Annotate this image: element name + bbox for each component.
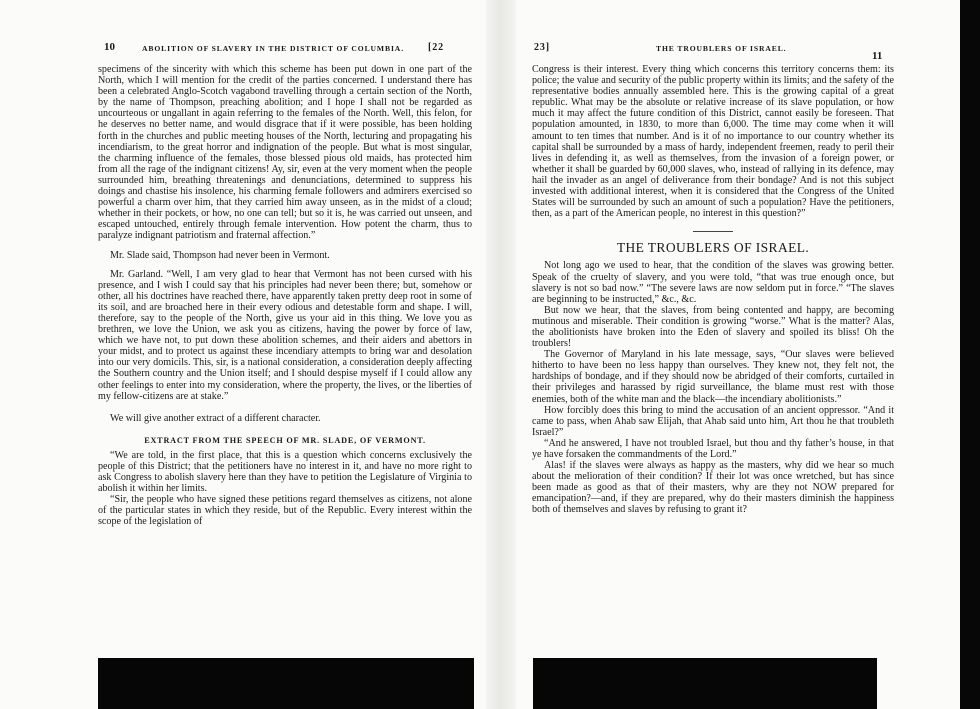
right-running-title: THE TROUBLERS OF ISRAEL. [656, 44, 787, 53]
paragraph: “Sir, the people who have signed these petitions regard themselves as citizens, not alone of the particular states in which they reside, but of the Republic. Every interest within the scope of the legislation of [98, 494, 472, 528]
left-section-mark: [22 [428, 42, 445, 53]
extract-heading: EXTRACT FROM THE SPEECH OF MR. SLADE, OF VERMONT. [144, 435, 426, 445]
paragraph: “We are told, in the first place, that this is a question which concerns exclusively the people of this District; that the petitioners have no interest in it, and have no more right to ask Congress to abolish slavery here than they have to petition the Legislature of Virginia to abolish it within her limits. [98, 449, 472, 495]
left-page [98, 0, 472, 690]
paragraph: The Governor of Maryland in his late message, says, “Our slaves were believed hitherto to have been no less happy than ourselves. They knew not, they felt not, the hardships of bondage, and if they should now be abridged of their comforts, curtailed in their privileges and harassed by rigid surveillance, the blame must rest with those enemies, both of the white man and the black—the incendiary abolitionists.” [532, 349, 894, 405]
paragraph: How forcibly does this bring to mind the accusation of an ancient oppressor. “And it came to pass, when Ahab saw Elijah, that Ahab said unto him, Art thou he that troubleth Israel?” [532, 404, 894, 438]
book-gutter [486, 0, 516, 709]
left-running-title: ABOLITION OF SLAVERY IN THE DISTRICT OF COLUMBIA. [142, 44, 404, 53]
left-text-column [98, 64, 472, 528]
paragraph: Mr. Slade said, Thompson had never been in Vermont. [110, 249, 330, 261]
paragraph: But now we hear, that the slaves, from being contented and happy, are becoming mutinous and miserable. Their condition is growing “worse.” What is the matter? Alas, the abolitionists have broken into the Eden of slavery and spoiled its bliss! Oh the troublers! [532, 304, 894, 350]
paragraph: Congress is their interest. Every thing which concerns this territory concerns them: its police; the value and security of the public property within its limits; and the safety of the representative bodies annually assembled here. This is the growing capital of a great republic. What may be the absolute or relative increase of its slave population, or how much it may affect the future condition of this District, cannot easily be foreseen. That population amounted, in 1830, to more than 6,000. The time may come when it will amount to ten times that number. And is it of no importance to our country whether its capital shall be surrounded by a mass of hardy, independent freemen, ready to peril their lives in defending it, as well as themselves, from the invasion of a foreign power, or whether it shall be guarded by 60,000 slaves, who, instead of rallying in its defence, may hail the invader as an angel of deliverance from their bondage? And is not this subject invested with additional interest, when it is considered that the Congress of the United States will be surrounded by such an amount of such a population? Have the petitioners, then, as a part of the American people, no interest in this question?” [532, 64, 894, 220]
right-text-column [532, 64, 894, 516]
paragraph: specimens of the sincerity with which this scheme has been put down in one part of the North, which I will mention for the credit of the parties concerned. I understand there has been a celebrated Anglo-Scotch vagabond travelling through a certain section of the North, by the name of Thompson, preaching abolition; and I hope I shall not be regarded as uncourteous or ungallant in again referring to the females of the North. Well, this felon, for he deserves no better name, and would disgrace that if it were possible, has been holding forth in the churches and public meeting houses of the North, lecturing and propagating his incendiarism, to the great horror and indignation of the people. But what is most singular, the charming influence of the females, those blessed pious old maids, has protected him from all the rage of the indignant citizens! Ay, sir, even at the very moment when the people surrounded him, breathing threatenings and denunciations, determined to suppress his doings and chastise his insolence, his charming female followers and admirers exercised so powerful a charm over him, that they carried him away unseen, as in the midst of a cloud; whether in their pockets, or how, no one can tell; but so it is, he was carried out unseen, and escaped untouched, entirely through female intervention. How potent the charm, thus to paralyze indignant patriotism and fraternal affection.” [98, 64, 472, 242]
paragraph: Not long ago we used to hear, that the condition of the slaves was growing better. Speak of the cruelty of slavery, and you were told, “that was true enough once, but slavery is not so bad now.” “The severe laws are now seldom put in force.” “The slaves are beginning to be instructed,” &c., &c. [532, 260, 894, 305]
scan-bottom-margin-right [533, 658, 877, 709]
right-section-mark: 23] [534, 42, 551, 53]
right-running-head [532, 42, 894, 62]
paragraph: Mr. Garland. “Well, I am very glad to hear that Vermont has not been cursed with his presence, and I wish I could say that his principles had never been there; but, somehow or other, all his doctrines have reached there, have apparently taken pretty deep root in some of its soil, and are broached here in their every odious and detestable form and shape. I will, therefore, say to the people of the North, give us your aid in this thing. We love you as brethren, we love the Union, we ask you as citizens, having the power by force of law, which we have not, to put down these abolition schemes, and their aiders and abettors in your midst, and to protect us against these incendiary attempts to bring war and desolation into our very domicils. This, sir, is a national consideration, a consideration deeply affecting the Southern country and the Union itself; and I should despise myself if I could allow any other feelings to enter into my consideration, where the property, the lives, or the liberties of my fellow-citizens are at stake.” [98, 268, 472, 402]
section-title: THE TROUBLERS OF ISRAEL. [616, 240, 810, 256]
right-page-number: 11 [872, 50, 883, 62]
left-running-head [98, 41, 472, 58]
paragraph: Alas! if the slaves were always as happy as the masters, why did we hear so much about the melioration of their condition? If their lot was once wretched, but has since been made as good as that of their masters, why are they not NOW prepared for emancipation?—and, if they are prepared, why do their masters diminish the happiness both of themselves and slaves by refusing to grant it? [532, 460, 894, 516]
scan-edge-shadow [960, 0, 980, 709]
paragraph: “And he answered, I have not troubled Israel, but thou and thy father’s house, in that ye have forsaken the commandments of the Lord.” [532, 437, 894, 460]
paragraph: We will give another extract of a different character. [110, 412, 321, 424]
left-page-number: 10 [104, 41, 115, 53]
scan-bottom-margin-left [98, 658, 474, 709]
right-page [532, 0, 894, 690]
